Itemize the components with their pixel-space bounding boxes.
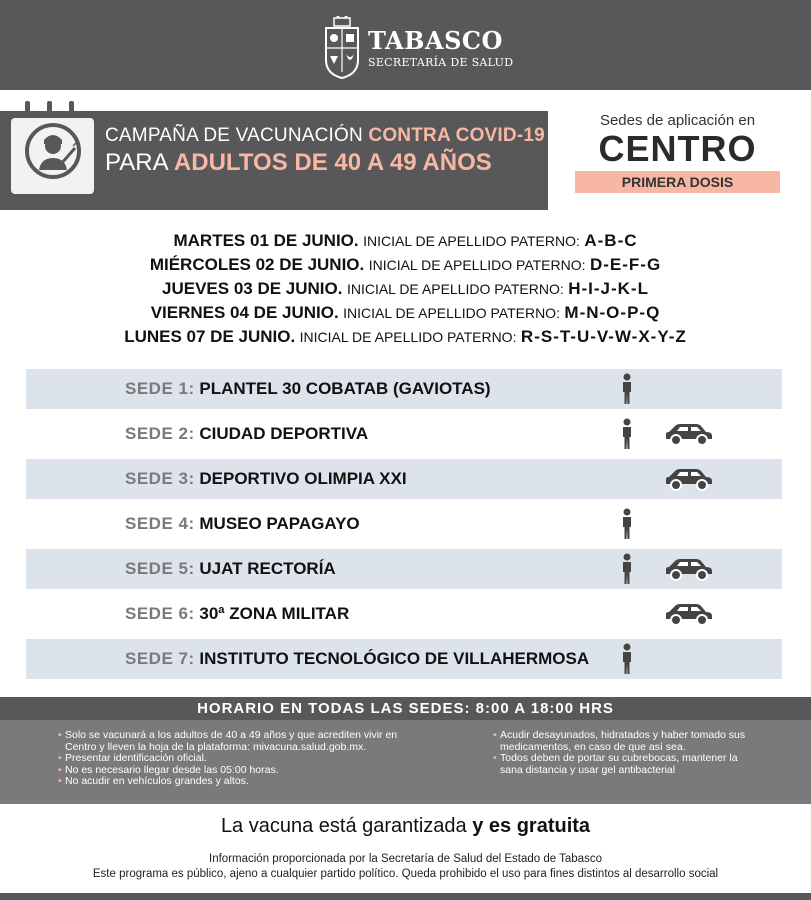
notes-right-list [493,730,753,776]
note-item: • No acudir en vehículos grandes y altos. [58,776,428,788]
schedule-day: LUNES 07 DE JUNIO. [124,327,296,346]
sede-name [125,459,407,499]
bottom-bar [0,893,811,900]
note-item: • Solo se vacunará a los adultos de 40 a 49 años y que acrediten vivir en Centro y lleven la hoja de la plataforma: mivacuna.salud.gob.mx. [58,730,428,753]
footer [0,852,811,882]
sede-name [125,639,589,679]
sede-key: SEDE 5: [125,559,195,578]
schedule [0,229,811,349]
sede-row [26,504,782,544]
sede-key: SEDE 6: [125,604,195,623]
schedule-label: INICIAL DE APELLIDO PATERNO: [346,281,564,297]
nurse-vaccine-icon [11,118,94,194]
notes-panel [0,720,811,804]
dose-badge: PRIMERA DOSIS [575,171,780,193]
schedule-letters: H-I-J-K-L [568,279,649,298]
walking-person-icon [618,418,636,450]
sede-value: INSTITUTO TECNOLÓGICO DE VILLAHERMOSA [199,649,590,668]
walking-person-icon [618,553,636,585]
schedule-letters: D-E-F-G [589,255,662,274]
free-vaccine-message [0,815,811,838]
note-item: • No es necesario llegar desde las 05:00 horas. [58,765,428,777]
schedule-label: INICIAL DE APELLIDO PATERNO: [299,329,517,345]
sede-row [26,639,782,679]
note-item: • Presentar identificación oficial. [58,753,428,765]
schedule-letters: A-B-C [584,231,638,250]
sede-key: SEDE 7: [125,649,195,668]
sede-row [26,459,782,499]
schedule-label: INICIAL DE APELLIDO PATERNO: [343,305,560,321]
sede-value: CIUDAD DEPORTIVA [199,424,369,443]
notes-left-list [58,730,428,788]
schedule-day: JUEVES 03 DE JUNIO. [162,279,343,298]
schedule-row [0,325,811,349]
calendar-icon-panel [11,118,94,194]
schedule-row [0,253,811,277]
walking-person-icon [618,643,636,675]
sede-key: SEDE 2: [125,424,195,443]
campaign-line1: CAMPAÑA DE VACUNACIÓN [105,125,369,146]
car-icon [664,602,714,626]
sede-name [125,369,491,409]
sede-name [125,594,349,634]
tabasco-logo [322,16,513,80]
sede-row [26,369,782,409]
schedule-letters: M-N-O-P-Q [564,303,661,322]
horario-bar: HORARIO EN TODAS LAS SEDES: 8:00 A 18:00 HRS [0,697,811,720]
footer-line2: Este programa es público, ajeno a cualquier partido político. Queda prohibido el uso para fines distintos al desarrollo social [92,868,719,880]
car-icon [664,557,714,581]
sedes-subtitle: Sedes de aplicación en [599,112,756,129]
schedule-day: MARTES 01 DE JUNIO. [173,231,359,250]
sede-value: PLANTEL 30 COBATAB (GAVIOTAS) [199,379,491,398]
schedule-day: MIÉRCOLES 02 DE JUNIO. [149,255,365,274]
campaign-line2-highlight: ADULTOS DE 40 A 49 AÑOS [173,149,492,176]
sede-key: SEDE 3: [125,469,195,488]
sede-value: 30ª ZONA MILITAR [199,604,350,623]
logo-title: TABASCO [368,25,503,55]
sede-value: MUSEO PAPAGAYO [199,514,360,533]
schedule-row [0,277,811,301]
schedule-letters: R-S-T-U-V-W-X-Y-Z [520,327,687,346]
sede-name [125,504,360,544]
free-vaccine-bold: y es gratuita [472,815,591,837]
sede-key: SEDE 1: [125,379,195,398]
logo-subtitle: SECRETARÍA DE SALUD [368,55,514,69]
walking-person-icon [618,373,636,405]
campaign-line1-highlight: CONTRA COVID-19 [368,125,545,146]
note-item: • Acudir desayunados, hidratados y haber tomado sus medicamentos, en caso de que así sea. [493,730,753,753]
sede-value: DEPORTIVO OLIMPIA XXI [199,469,407,488]
footer-line1: Información proporcionada por la Secretaría de Salud del Estado de Tabasco [209,853,602,865]
sede-row [26,549,782,589]
sede-value: UJAT RECTORÍA [199,559,336,578]
sede-row [26,594,782,634]
sede-name [125,414,368,454]
sede-row [26,414,782,454]
sedes-city: CENTRO [598,128,757,169]
note-item: • Todos deben de portar su cubrebocas, mantener la sana distancia y usar gel antibacterial [493,753,753,776]
schedule-day: VIERNES 04 DE JUNIO. [150,303,339,322]
campaign-title [105,125,545,177]
car-icon [664,422,714,446]
walking-person-icon [618,508,636,540]
sede-key: SEDE 4: [125,514,195,533]
schedule-row [0,301,811,325]
car-icon [664,467,714,491]
schedule-label: INICIAL DE APELLIDO PATERNO: [363,233,580,249]
header-bar [0,0,811,90]
sede-name [125,549,336,589]
campaign-line2: PARA [105,149,174,176]
coat-of-arms-icon [322,16,362,80]
sedes-header [575,112,780,193]
schedule-label: INICIAL DE APELLIDO PATERNO: [368,257,586,273]
schedule-row [0,229,811,253]
free-vaccine-normal: La vacuna está garantizada [220,815,473,837]
